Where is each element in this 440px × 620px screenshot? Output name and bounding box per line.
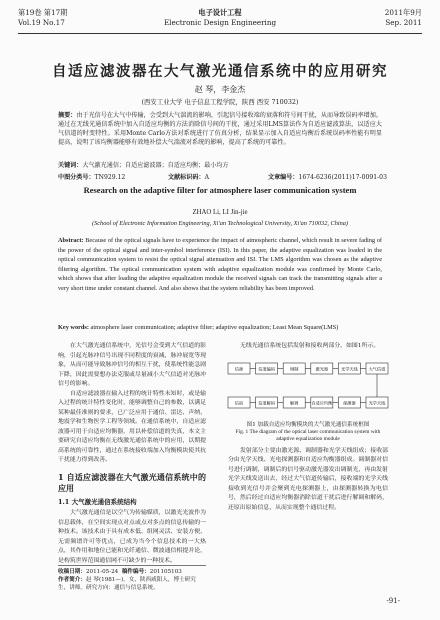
paragraph: 自适应滤波器在输入过程的统计特性未知时，或是输入过程的统计特性变化时，能够调整自己的参数，以满足某种最佳准则的要求，已广泛应用于通信、雷达、声纳、地震学和生物医学工程等领域。在通信系统中，自适应滤波器可用于自适应均衡器，用以补偿信道的失真，本文主要研究自适应均衡在无线激光通信系统中的应用，以期提高系统的可靠性，通过在系统接收端加入均衡模块使其抗干扰能力得到改善。 [58,390,206,463]
affiliation-chinese: (西安工业大学 电子信息工程学院，陕西 西安 710032) [141,98,299,106]
block-diagram [228,355,388,419]
diagram-block-label: 光学天线 [368,400,386,405]
diagram-block-label: 解调 [290,400,299,405]
body-right-column [228,342,388,562]
affiliation-english: (School of Electronic Information Engineering, Xi'an Technological University, Xi'an 710032, China) [92,220,348,227]
diagram-block-label: 大气信道 [368,366,386,371]
authors-english: ZHAO Li, LI Jin-jie [192,209,248,216]
diagram-block-label: 信宿 [234,400,244,405]
header-date: 2011年9月 Sep. 2011 [384,8,422,27]
figure-caption-english: Fig. 1 The diagram of the optical laser communication system with adaptive equalization module [235,428,381,443]
diagram-block-label: 探测器 [343,400,356,405]
diagram-block-label: 信源 [234,366,244,371]
keywords-chinese: 关键词：大气激光通信；自适应滤波器；自适应均衡；最小均方 [58,162,229,169]
keywords-english: Key words: atmosphere laser communication; adaptive filter; adaptive equalization; Least Mean Square(LMS) [58,324,339,331]
title-chinese: 自适应滤波器在大气激光通信系统中的应用研究 [52,63,388,80]
figure-1-block-diagram [228,355,388,419]
abstract-chinese: 摘要：由于光信号在大气中传输，会受到大气湍流的影响，引起信号接收端的衰落和符号间干扰，从而导致误码率增加。通过在无线光通信系统中加入自适应均衡的方法消除信号间的干扰，通过采用LMS算法作为自适应滤波算法，以适应大气信道的时变特性。采用Monte Carlo方法对系统进行了仿真分析，结果显示加入自适应均衡后系统误码率性能有明显提高，说明了该均衡器能够有效地补偿大气湍流对系统的影响，提高了系统的可靠性。 [58,112,383,146]
paragraph: 在大气激光通信系统中，光信号会受到大气信道的影响，引起光脉冲信号出现不同程度的衰减，脉冲展宽等现象，从而可能导致脉冲信号的相互干扰，使系统性能急剧下降，因此需要想办法克服或尽量减小大气信道对光脉冲信号的影响。 [58,343,206,387]
title-english: Research on the adaptive filter for atmosphere laser communication system [83,185,357,195]
diagram-block-label: 信道解码 [258,400,275,405]
header-journal: 电子设计工程 Electronic Design Engineering [163,8,277,27]
diagram-block-label: 激光器 [315,366,329,371]
diagram-block-label: 光学天线 [341,366,358,371]
paragraph: 发射部分主要由激光源、调制器和光学天线组成；接收部分由光学天线、光电探测器和自适应均衡器组成。调制器对信号进行调制，调制后的信号驱动激光器发出调制光，再由发射光学天线发送出去，经过大气信道传输后，接收端的光学天线接收到光信号并会聚到光电探测器上，由探测器转换为电信号，然后经过自适应均衡器消除信道干扰后进行解调和解码，还原出原始信息，从而实现整个通信过程。 [228,447,388,511]
page-number: -91- [386,597,400,605]
section-heading: 1 自适应滤波器在大气激光通信系统中的应用 [58,471,206,493]
figure-caption-chinese: 图1 加载自适应均衡模块的大气激光通信系统框图 [246,421,370,428]
abstract-english: Abstract: Because of the optical signals have to experience the impact of atmospheric channel, which result in severe fading of the power of the optical signal and inter-symbol interference (ISI). In this paper, the adaptive equalization was loaded in the optical communication system to resist the optical signal attenuation and ISI. The LMS algorithm was chosen as the adaptive filtering algorithm. The optical communication system with adaptive equalization module was confirmed by Monte Carlo, which shows that after loading the adaptive equalization module the received signals can track the transmitting signals after a very short time under constant channel. And also shows that the system reliability has been improved. [58,237,382,292]
authors-chinese: 赵 琴，李金杰 [194,85,246,94]
diagram-block-label: 自适应均衡 [311,400,333,405]
body-left-column [58,342,206,564]
journal-page: 第19卷 第17期 Vol.19 No.17 电子设计工程 Electronic Design Engineering 2011年9月 Sep. 2011 自适应滤波器在大气激光通信系统中的应用研究 赵 琴，李金杰 (西安工业大学 电子信息工程学院，陕西 西安 710032) 摘要：由于光信号在大气中传输，会受到大气湍流的影响，引起信号接收端的衰落和符号间干扰，从而导致误码率增加。通过在无线光通信系统中加入自适应均衡的方法消除信号间的干扰，通过采用LMS算法作为自适应滤波算法，以适应大气信道的时变特性。采用Monte Carlo方法对系统进行了仿真分析，结果显示加入自适应均衡后系统误码率性能有明显提高，说明了该均衡器能够有效地补偿大气湍流对系统的影响，提高了系统的可靠性。 关键词：大气激光通信；自适应滤波器；自适应均衡；最小均方 中图分类号：TN929.12 文献标识码：A 文章编号：1674-6236(2011)17-0091-03 Research on the adaptive filter for atmosphere laser communication system ZHAO Li, LI Jin-jie (School of Electronic Information Engineering, Xi'an Technological University, Xi'an 710032, China) Abstract: Because of the optical signals have to experience the impact of atmospheric channel, which result in severe fading of the power of the optical signal and inter-symbol interference (ISI). In this paper, the adaptive equalization was loaded in the optical communication system to resist the optical signal attenuation and ISI. The LMS algorithm was chosen as the adaptive filtering algorithm. The optical communication system with adaptive equalization module was confirmed by Monte Carlo, which shows that after loading the adaptive equalization module the received signals can track the transmitting signals after a very short time under constant channel. And also shows that the system reliability has been improved. Key words: atmosphere laser communication; adaptive filter; adaptive equalization; Least Mean Square(LMS) 在大气激光通信系统中，光信号会受到大气信道的影响，引起光脉冲信号出现不同程度的衰减，脉冲展宽等现象，从而可能导致脉冲信号的相互干扰，使系统性能急剧下降，因此需要想办法克服或尽量减小大气信道对光脉冲信号的影响。 自适应滤波器在输入过程的统计特性未知时，或是输入过程的统计特性变化时，能够调整自己的参数，以满足某种最佳准则的要求，已广泛应用于通信、雷达、声纳、地震学和生物医学工程等领域。在通信系统中，自适应滤波器可用于自适应均衡器，用以补偿信道的失真，本文主要研究自适应均衡在无线激光通信系统中的应用，以期提高系统的可靠性，通过在系统接收端加入均衡模块使其抗干扰能力得到改善。 1 自适应滤波器在大气激光通信系统中的应用 1.1 大气激光通信系统结构 大气激光通信是以空气为传输媒质，以激光光波作为信息载体，在空间实现点对点或点对多点的信息传输的一种技术。该技术由于具有成本低、组网灵活、安装方便、无需频谱许可等优点，已成为当今个信息技术的一大热点，其作用和地位已能和光纤通信、微波通信相提并论，是构筑世界范围通信网不可缺少的一种技术。 无线光通信系统包括发射和接收两部分，如图1所示。 信源 信道编码 调制 激光器 光学天线 大气信道 光学天线 探测器 自适应均衡 解调 信道解码 信宿 图1 加载自适应均衡模块的大气激光通信系统框图 Fig. 1 The diagram of the optical laser communication system with adaptive equalization module 发射部分主要由激光源、调制器和光学天线组成；接收部分由光学天线、光电探测器和自适应均衡器组成。调制器对信号进行调制，调制后的信号驱动激光器发出调制光，再由发射光学天线发送出去，经过大气信道传输后，接收端的光学天线接收到光信号并会聚到光电探测器上，由探测器转换为电信号，然后经过自适应均衡器消除信道干扰后进行解调和解码，还原出原始信息，从而实现整个通信过程。 收稿日期：2011-05-24 稿件编号：201105103 作者简介：赵 琴(1981—)，女，陕西咸阳人，博士研究生，讲师。研究方向：通信与信息系统。 -91- [0,0,440,620]
diagram-block-label: 调制 [290,366,299,371]
footnote: 收稿日期：2011-05-24 稿件编号：201105103 作者简介：赵 琴(1981—)，女，陕西咸阳人，博士研究生，讲师。研究方向：通信与信息系统。 [58,565,206,592]
diagram-block-label: 信道编码 [258,366,275,371]
header-rule [18,33,422,34]
subsection-heading: 1.1 大气激光通信系统结构 [58,497,137,506]
running-header [18,8,422,46]
paragraph: 大气激光通信是以空气为传输媒质，以激光光波作为信息载体，在空间实现点对点或点对多点的信息传输的一种技术。该技术由于具有成本低、组网灵活、安装方便、无需频谱许可等优点，已成为当今个信息技术的一大热点，其作用和地位已能和光纤通信、微波通信相提并论，是构筑世界范围通信网不可缺少的一种技术。 [58,510,206,564]
header-volume: 第19卷 第17期 Vol.19 No.17 [18,8,68,27]
paragraph: 无线光通信系统包括发射和接收两部分，如图1所示。 [240,343,380,349]
